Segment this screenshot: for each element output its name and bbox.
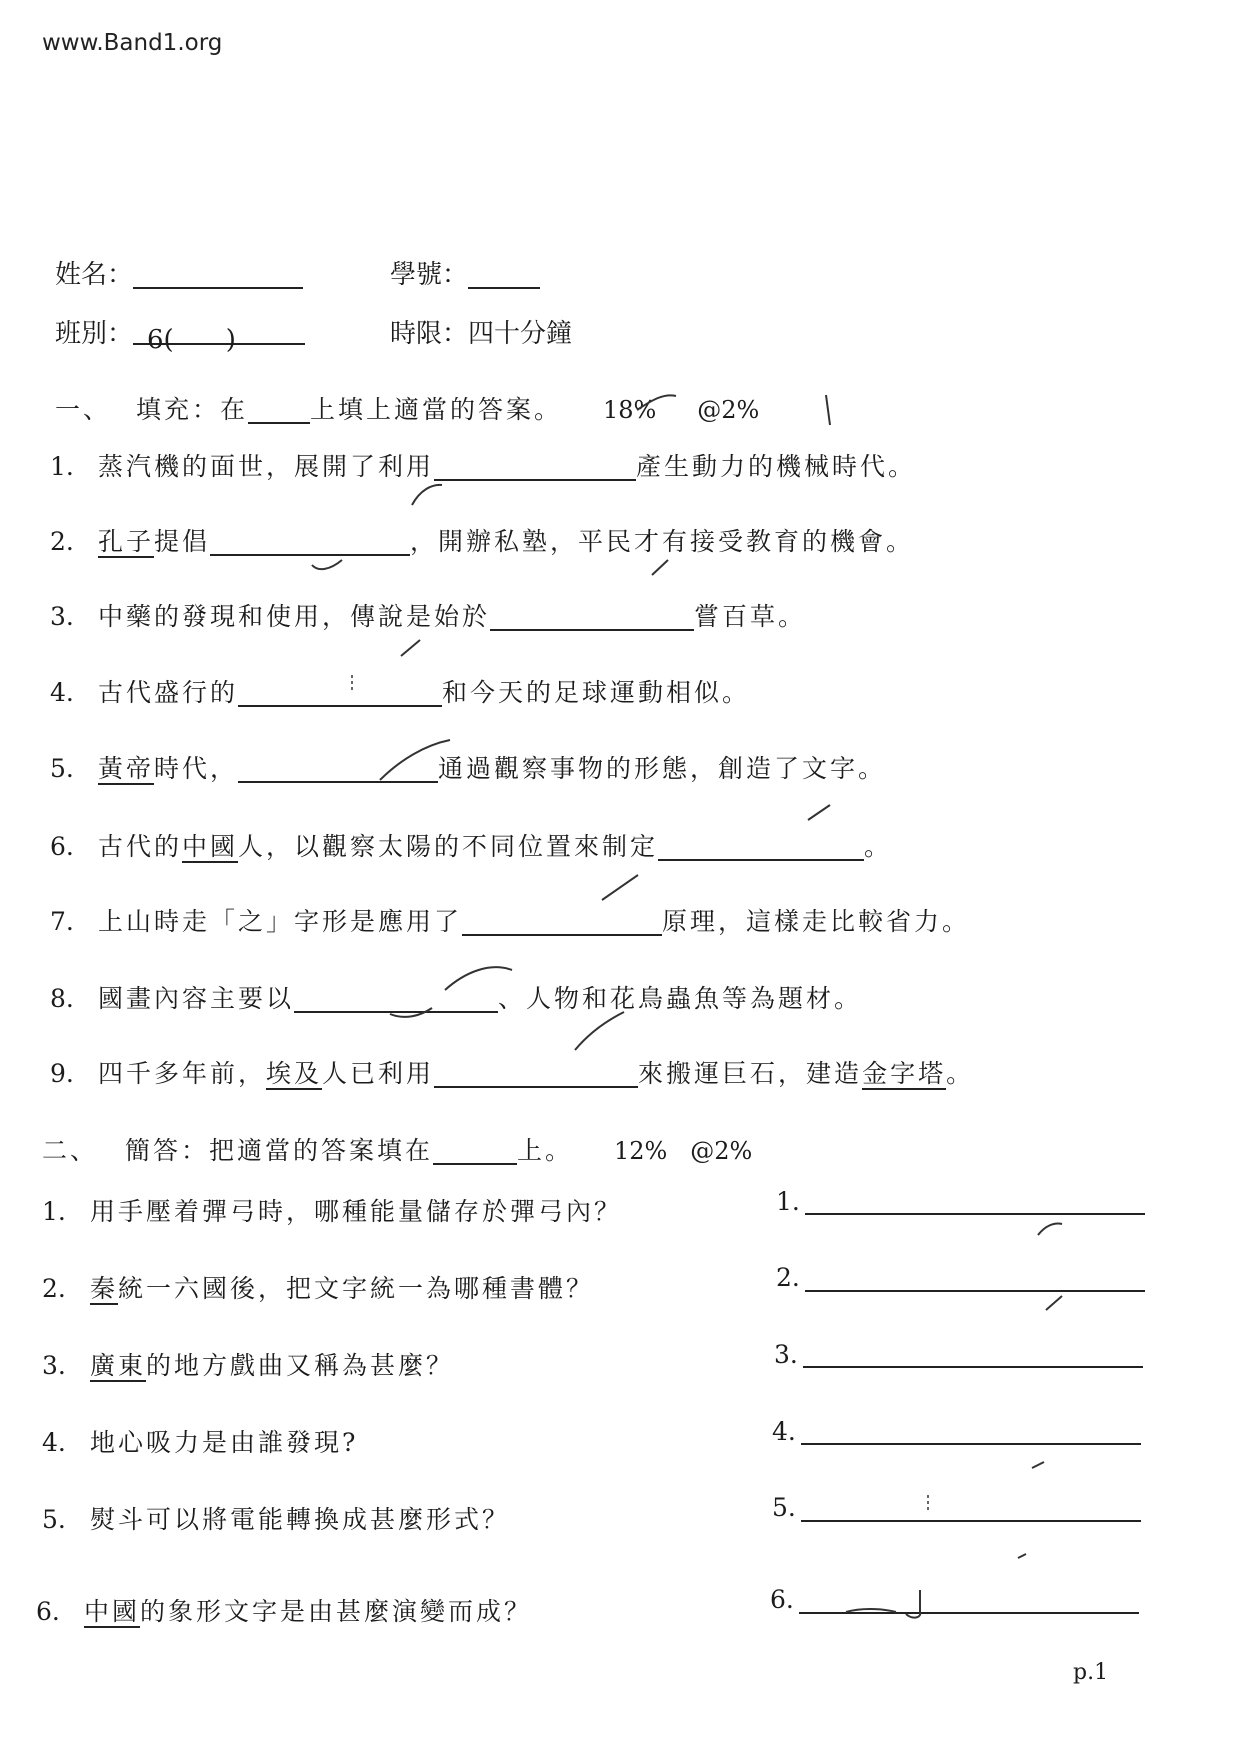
section1-title-suffix: 上填上適當的答案。 — [309, 395, 562, 424]
pencil-mark — [380, 740, 450, 780]
class-label-text: 班別： — [55, 319, 134, 349]
s1-q7-before: 上山時走「之」字形是應用了 — [98, 907, 463, 936]
s2-q3-text: 的地方戲曲又稱為甚麼？ — [146, 1351, 455, 1380]
s1-q9-mid: 來搬運巨石，建造 — [638, 1059, 863, 1088]
section1-title-prefix: 填充：在 — [135, 395, 248, 424]
s1-q3-num: 3. — [50, 602, 74, 631]
s1-q1-before: 蒸汽機的面世，展開了利用 — [98, 452, 435, 481]
s1-q7-after: 原理，這樣走比較省力。 — [662, 907, 971, 936]
pencil-mark — [602, 875, 638, 900]
s1-q1-num: 1. — [50, 452, 74, 481]
pencil-mark — [412, 485, 442, 505]
s2-a1-num: 1. — [776, 1187, 800, 1216]
s1-q6-num: 6. — [50, 832, 74, 861]
pencil-mark — [652, 560, 668, 575]
s1-q9-underlined-pyramid: 金字塔 — [862, 1059, 947, 1088]
site-url: www.Band1.org — [42, 30, 223, 56]
s2-q2-num: 2. — [42, 1274, 66, 1303]
s2-q5-text: 熨斗可以將電能轉換成甚麼形式？ — [90, 1505, 511, 1534]
s1-q4-num: 4. — [50, 678, 74, 707]
s2-q3-num: 3. — [42, 1351, 66, 1380]
s1-q6-underlined: 中國 — [182, 832, 239, 861]
section1-label: 一、 — [55, 395, 112, 424]
pencil-mark — [312, 560, 342, 569]
pencil-mark — [1018, 1554, 1026, 1558]
s2-a6-num: 6. — [770, 1585, 794, 1614]
s1-q2-num: 2. — [50, 527, 74, 556]
s1-q7-num: 7. — [50, 907, 74, 936]
s2-a3-num: 3. — [774, 1340, 798, 1369]
s2-q6-num: 6. — [36, 1597, 60, 1626]
pencil-mark — [808, 805, 830, 820]
s1-q9-before1: 四千多年前， — [98, 1059, 267, 1088]
s1-q2-underlined: 孔子 — [98, 527, 155, 556]
s1-q6-before: 人，以觀察太陽的不同位置來制定 — [238, 832, 659, 861]
page-number: p.1 — [1073, 1660, 1109, 1685]
pencil-mark — [1038, 1223, 1062, 1235]
pencil-mark — [390, 1008, 432, 1017]
s2-a2-num: 2. — [776, 1263, 800, 1292]
s2-a5-num: 5. — [772, 1493, 796, 1522]
s1-q9-underlined-egypt: 埃及 — [266, 1059, 323, 1088]
s1-q2-after: ，開辦私塾，平民才有接受教育的機會。 — [410, 527, 915, 556]
pencil-mark — [1032, 1462, 1044, 1468]
s1-q5-before: 時代， — [154, 754, 239, 783]
section2-each: @2% — [690, 1137, 753, 1165]
s1-q9-after: 。 — [946, 1059, 975, 1088]
s2-q1-text: 用手壓着彈弓時，哪種能量儲存於彈弓內？ — [90, 1197, 623, 1226]
section1-each: @2% — [697, 396, 760, 424]
s1-q9-num: 9. — [50, 1059, 74, 1088]
s2-q6-underlined: 中國 — [84, 1597, 141, 1626]
s2-q2-text: 統一六國後，把文字統一為哪種書體？ — [118, 1274, 595, 1303]
s2-q4-num: 4. — [42, 1428, 66, 1457]
s2-a4-num: 4. — [772, 1417, 796, 1446]
pencil-mark — [826, 395, 830, 425]
s1-q8-after: 、人物和花鳥蟲魚等為題材。 — [498, 984, 863, 1013]
s2-q2-underlined: 秦 — [90, 1274, 119, 1303]
pencil-mark — [846, 1590, 920, 1618]
pencil-mark — [1046, 1296, 1062, 1310]
student-no-label-text: 學號： — [390, 260, 469, 290]
s1-q2-before: 提倡 — [154, 527, 211, 556]
pencil-mark — [575, 1012, 624, 1050]
s1-q8-num: 8. — [50, 984, 74, 1013]
s1-q6-pre: 古代的 — [98, 832, 183, 861]
s1-q4-after: 和今天的足球運動相似。 — [442, 678, 751, 707]
s1-q3-before: 中藥的發現和使用，傳說是始於 — [98, 602, 491, 631]
section2-title-suffix: 上。 — [516, 1136, 573, 1165]
s2-q5-num: 5. — [42, 1505, 66, 1534]
section1-marks: 18% — [602, 396, 657, 424]
s1-q5-after: 通過觀察事物的形態，創造了文字。 — [438, 754, 887, 783]
time-limit: 時限：四十分鐘 — [390, 319, 573, 349]
s2-q6-text: 的象形文字是由甚麼演變而成？ — [140, 1597, 533, 1626]
s1-q8-before: 國畫內容主要以 — [98, 984, 295, 1013]
s2-q4-text: 地心吸力是由誰發現? — [90, 1428, 359, 1457]
s2-q1-num: 1. — [42, 1197, 66, 1226]
s2-q3-underlined: 廣東 — [90, 1351, 147, 1380]
section2-title-prefix: 簡答：把適當的答案填在 — [124, 1136, 433, 1165]
s1-q1-after: 產生動力的機械時代。 — [636, 452, 917, 481]
s1-q5-underlined: 黃帝 — [98, 754, 155, 783]
s1-q5-num: 5. — [50, 754, 74, 783]
pencil-mark — [401, 640, 420, 656]
name-label-text: 姓名： — [55, 260, 134, 290]
s1-q4-before: 古代盛行的 — [98, 678, 239, 707]
section2-label: 二、 — [42, 1136, 99, 1165]
class-field[interactable]: 6( ) — [133, 319, 305, 345]
section2-marks: 12% — [613, 1137, 668, 1165]
pencil-mark — [445, 967, 512, 990]
s1-q3-after: 嘗百草。 — [694, 602, 807, 631]
pencil-mark — [637, 395, 676, 410]
s1-q6-after: 。 — [864, 832, 893, 861]
s1-q9-before: 人已利用 — [322, 1059, 435, 1088]
